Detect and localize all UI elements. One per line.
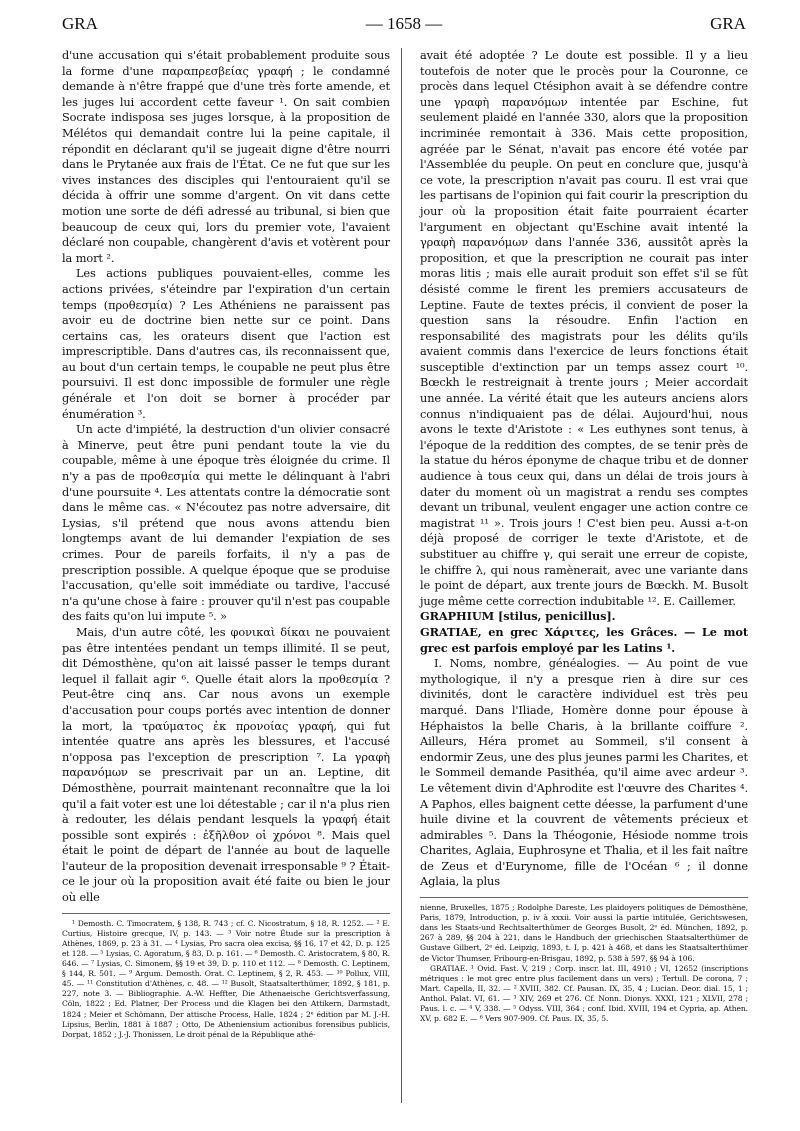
page-number: — 1658 — (365, 14, 443, 33)
paragraph: I. Noms, nombre, généalogies. — Au point de vue mythologique, il n'y a presque rien à dire sur ces divinités, dont le caractère individuel est très peu marqué. Dans l'Iliade, Homère donne pour épouse à Héphaistos la belle Charis, à la brillante coiffure ². Ailleurs, Héra promet au Sommeil, s'il consent à endormir Zeus, une des plus jeunes parmi les Charites, et le Sommeil demande Pasithéa, qu'il aime avec ardeur ³. Le vêtement divin d'Aphrodite est l'œuvre des Charites ⁴. A Paphos, elles baignent cette déesse, la parfument d'une huile divine et la couvrent de vêtements précieux et admirables ⁵. Dans la Théogonie, Hésiode nomme trois Charites, Aglaia, Euphrosyne et Thalia, et il les fait naître de Zeus et d'Eurynome, fille de l'Océan ⁶ ; il donne Aglaia, la plus (420, 656, 748, 889)
paragraph: Les actions publiques pouvaient-elles, comme les actions privées, s'éteindre par l'expiration d'un certain temps (προθεσμία) ? Les Athéniens ne paraissent pas avoir eu de doctrine bien nette sur ce point. Dans certains cas, les orateurs disent que l'action est imprescriptible. Dans d'autres cas, ils reconnaissent que, au bout d'un certain temps, le coupable ne peut plus être poursuivi. Il est donc impossible de formuler une règle générale et l'on doit se borner à procéder par énumération ³. (62, 266, 390, 421)
footnote: ¹ Demosth. C. Timocratem, § 138, R. 743 ; cf. C. Nicostratum, § 18, R. 1252. — ² E. Curtius, Histoire grecque, IV, p. 143. — ³ Voir notre Étude sur la prescription à Athènes, 1869, p. 23 à 31. — ⁴ Lysias, Pro sacra olea excisa, §§ 16, 17 et 42, D. p. 125 et 128. — ⁵ Lysias, C. Agoratum, § 83, D. p. 161. — ⁶ Demosth. C. Aristocratem, § 80, R. 646. — ⁷ Lysias, C. Simonem, §§ 19 et 39, D. p. 110 et 112. — ⁸ Demosth. C. Leptinem, § 144, R. 501. — ⁹ Argum. Demosth. Orat. C. Leptinem, § 2, R. 453. — ¹⁰ Pollux, VIII, 45. — ¹¹ Constitution d'Athènes, c. 48. — ¹² Busolt, Staatsalterthümer, 1892, § 181, p. 227, note 3. — Bibliographie. A.-W. Heffter, Die Athenaeische Gerichtsverfassung, Cöln, 1822 ; Ed. Platner, Der Process und die Klagen bei den Attikern, Darmstadt, 1824 ; Meier et Schömann, Der attische Process, Halle, 1824 ; 2ᵉ édition par M. J.-H. Lipsius, Berlin, 1881 à 1887 ; Otto, De Atheniensium actionibus forensibus publicis, Dorpat, 1852 ; J.-J. Thonissen, Le droit pénal de la République athé- (62, 918, 390, 1039)
running-head-left: GRA (62, 14, 98, 33)
left-column (62, 48, 390, 1040)
footnote: GRATIAE. ¹ Ovid. Fast. V, 219 ; Corp. inscr. lat. III, 4910 ; VI, 12652 (inscriptions métriques : le mot grec entre plus facilement dans un vers) ; Tertull. De corona, 7 ; Mart. Capella, II, 32. — ² XVIII, 382. Cf. Pausan. IX, 35, 4 ; Lucian. Deor. dial. 15, 1 ; Anthol. Palat. VI, 61. — ³ XIV, 269 et 276. Cf. Nonn. Dionys. XXXI, 121 ; XLVII, 278 ; Paus. l. c. — ⁴ V, 338. — ⁵ Odyss. VIII, 364 ; conf. Ibid. XVIII, 194 et Cypria, ap. Athen. XV, p. 682 E. — ⁶ Vers 907-909. Cf. Paus. IX, 35, 5. (420, 963, 748, 1024)
paragraph: d'une accusation qui s'était probablement produite sous la forme d'une παραπρεσβείας γραφή ; le condamné demande à n'être frappé que d'une très forte amende, et les juges lui accordent cette faveur ¹. On sait combien Socrate indisposa ses juges lorsque, à la proposition de Mélétos qui demandait contre lui la peine capitale, il répondit en déclarant qu'il se jugeait digne d'être nourri dans le Prytanée aux frais de l'État. Ce ne fut que sur les vives instances des disciples qui l'entouraient qu'il se décida à offrir une somme d'argent. On vit dans cette motion une sorte de défi adressé au tribunal, si bien que beaucoup de ceux qui, lors du premier vote, l'avaient déclaré non coupable, changèrent d'avis et votèrent pour la mort ². (62, 48, 390, 265)
right-column (420, 48, 748, 1024)
entry-heading-gratiae: GRATIAE, en grec Χάριτες, les Grâces. — Le mot grec est parfois employé par les Latins ¹. (420, 624, 748, 655)
column-divider (401, 48, 402, 1103)
paragraph: Un acte d'impiété, la destruction d'un olivier consacré à Minerve, peut être puni pendant toute la vie du coupable, même à une époque très éloignée du crime. Il n'y a pas de προθεσμία qui mette le délinquant à l'abri d'une poursuite ⁴. Les attentats contre la démocratie sont dans le même cas. « N'écoutez pas notre adversaire, dit Lysias, s'il prétend que nous avons attendu bien longtemps avant de lui demander l'expiation de ses crimes. Pour de pareils forfaits, il n'y a pas de prescription possible. A quelque époque que se produise l'accusation, qu'elle soit immédiate ou tardive, l'accusé n'a qu'une chose à faire : prouver qu'il n'est pas coupable des faits qu'on lui impute ⁵. » (62, 422, 390, 624)
footnote: nienne, Bruxelles, 1875 ; Rodolphe Dareste, Les plaidoyers politiques de Démosthène, Paris, 1879, Introduction, p. iv à xxxii. Voir aussi la partie intitulée, Gerichtswesen, dans les Staats-und Rechtsalterthümer de Georges Busolt, 2ᵉ éd. München, 1892, p. 267 à 289, §§ 204 à 221, dans le Handbuch der griechischen Staatsalterthümer de Gustave Gilbert, 2ᵉ éd. Leipzig, 1893, t. I, p. 421 à 468, et dans les Staatsalterthümer de Victor Thumser, Fribourg-en-Brisgau, 1892, p. 538 à 597, §§ 94 à 106. (420, 903, 748, 963)
paragraph: avait été adoptée ? Le doute est possible. Il y a lieu toutefois de noter que le procès pour la Couronne, ce procès dans lequel Ctésiphon avait à se défendre contre une γραφὴ παρανόμων intentée par Eschine, fut seulement plaidé en l'année 330, alors que la proposition incriminée remontait à 336. Mais cette proposition, agréée par le Sénat, n'avait pas encore été votée par l'Assemblée du peuple. On peut en conclure que, jusqu'à ce vote, la prescription n'avait pas couru. Il est vrai que les partisans de l'opinion qui fait courir la prescription du jour où la proposition était faite pourraient écarter l'argument en objectant qu'Eschine avait intenté la γραφὴ παρανόμων dans l'année 336, aussitôt après la proposition, et que la prescription ne courait pas inter moras litis ; mais elle aurait produit son effet s'il se fût désisté comme le firent les premiers accusateurs de Leptine. Faute de textes précis, il convient de poser la question sans la résoudre. Enfin l'action en responsabilité des magistrats pour les délits qu'ils avaient commis dans l'exercice de leurs fonctions était susceptible d'extinction par un temps assez court ¹⁰. Bœckh le restreignait à trente jours ; Meier accordait une année. La vérité était que les auteurs anciens alors connus n'indiquaient pas de délai. Aujourd'hui, nous avons le texte d'Aristote : « Les euthynes sont tenus, à l'époque de la reddition des comptes, de se tenir près de la statue du héros éponyme de chaque tribu et de donner audience à tous ceux qui, dans un délai de trois jours à dater du moment où un magistrat a rendu ses comptes devant un tribunal, veulent engager une action contre ce magistrat ¹¹ ». Trois jours ! C'est bien peu. Aussi a-t-on déjà proposé de corriger le texte d'Aristote, et de substituer au chiffre γ, qui serait une erreur de copiste, le chiffre λ, qui nous ramènerait, avec une variante dans le point de départ, aux trente jours de Bœckh. M. Busolt juge même cette correction indubitable ¹². E. Caillemer. (420, 48, 748, 608)
paragraph: Mais, d'un autre côté, les φονικαὶ δίκαι ne pouvaient pas être intentées pendant un temps illimité. Il se peut, dit Démosthène, qu'on ait laissé passer le temps durant lequel il fallait agir ⁶. Quelle était alors la προθεσμία ? Peut-être cinq ans. Car nous avons un exemple d'accusation pour coups portés avec intention de donner la mort, la τραύματος ἐκ προνοίας γραφή, qui fut intentée quatre ans après les blessures, et l'accusé n'opposa pas l'exception de prescription ⁷. La γραφὴ παρανόμων se prescrivait par un an. Leptine, dit Démosthène, pourrait maintenant reconnaître que la loi qu'il a fait voter est une loi détestable ; car il n'a plus rien à redouter, les délais pendant lesquels la γραφή était possible sont expirés : ἐξῆλθον οἱ χρόνοι ⁸. Mais quel était le point de départ de l'année au bout de laquelle l'auteur de la proposition devenait irresponsable ⁹ ? Était-ce le jour où la proposition avait été faite ou bien le jour où elle (62, 624, 390, 905)
running-head-right: GRA (710, 14, 746, 33)
entry-heading-graphium: GRAPHIUM [stilus, penicillus]. (420, 609, 616, 624)
page-header (62, 14, 746, 38)
